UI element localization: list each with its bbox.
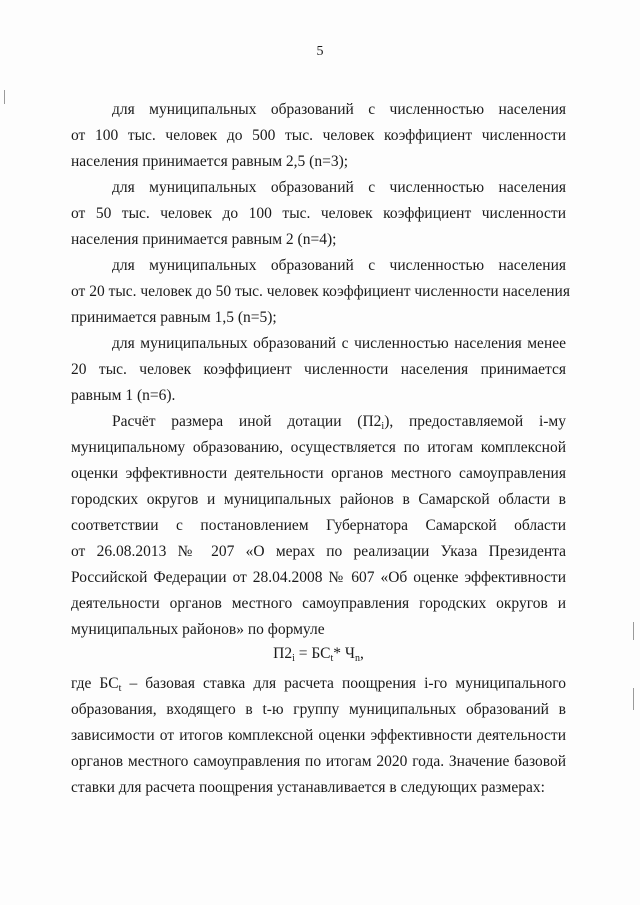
text-line: для муниципальных образований с численностью населения [112, 101, 566, 118]
text-line: деятельности органов местного самоуправления городских округов и [71, 595, 566, 612]
formula-part: , [359, 645, 364, 662]
text-line: от 50 тыс. человек до 100 тыс. человек коэффициент численности [71, 205, 566, 222]
text-line: населения принимается равным 2,5 (n=3); [71, 153, 349, 170]
subscript: i [292, 653, 295, 664]
formula-part: = БС [294, 645, 331, 662]
text-line: муниципальных районов» по формуле [71, 621, 325, 638]
formula [71, 645, 566, 663]
text-line: соответствии с постановлением Губернатора Самарской области [71, 517, 566, 534]
text-line: для муниципальных образований с численностью населения менее [112, 335, 566, 352]
subscript: i [381, 421, 385, 432]
scan-edge-mark [633, 622, 634, 640]
text-line: Российской Федерации от 28.04.2008 № 607 «Об оценке эффективности [71, 569, 566, 586]
text-line: ставки для расчета поощрения устанавливается в следующих размерах: [71, 779, 545, 796]
text-line: от 26.08.2013 № 207 «О мерах по реализации Указа Президента [71, 543, 566, 560]
text-line: принимается равным 1,5 (n=5); [71, 309, 277, 326]
formula-part: * Ч [333, 645, 355, 662]
text-line: городских округов и муниципальных районов в Самарской области в [71, 491, 566, 508]
text-fragment: Расчёт размера иной дотации (П2 [112, 413, 382, 430]
text-line: образования, входящего в t-ю группу муниципальных образований в [71, 701, 566, 718]
text-fragment: ), предоставляемой i-му [384, 413, 566, 430]
subscript: n [354, 653, 360, 664]
text-line [71, 675, 566, 693]
text-fragment: где БС [71, 675, 119, 692]
text-line: муниципальному образованию, осуществляется по итогам комплексной [71, 439, 566, 456]
text-line: для муниципальных образований с численностью населения [112, 257, 566, 274]
text-fragment: – базовая ставка для расчета поощрения i-го муниципального [121, 675, 567, 692]
text-line: оценки эффективности деятельности органов местного самоуправления [71, 465, 566, 482]
text-line: зависимости от итогов комплексной оценки эффективности деятельности [71, 727, 566, 744]
text-line: населения принимается равным 2 (n=4); [71, 231, 337, 248]
text-line: 20 тыс. человек коэффициент численности населения принимается [71, 361, 566, 378]
text-line: для муниципальных образований с численностью населения [112, 179, 566, 196]
text-line: органов местного самоуправления по итогам 2020 года. Значение базовой [71, 753, 566, 770]
page-number: 5 [316, 44, 324, 59]
formula-part: П2 [273, 645, 293, 662]
text-line: от 100 тыс. человек до 500 тыс. человек коэффициент численности [71, 127, 566, 144]
text-line [112, 413, 566, 431]
scan-edge-mark [633, 688, 634, 710]
subscript: t [330, 653, 334, 664]
scan-edge-mark [4, 90, 5, 104]
text-line: равным 1 (n=6). [71, 387, 176, 404]
text-line: от 20 тыс. человек до 50 тыс. человек коэффициент численности населения [71, 283, 570, 300]
subscript: t [118, 683, 122, 694]
